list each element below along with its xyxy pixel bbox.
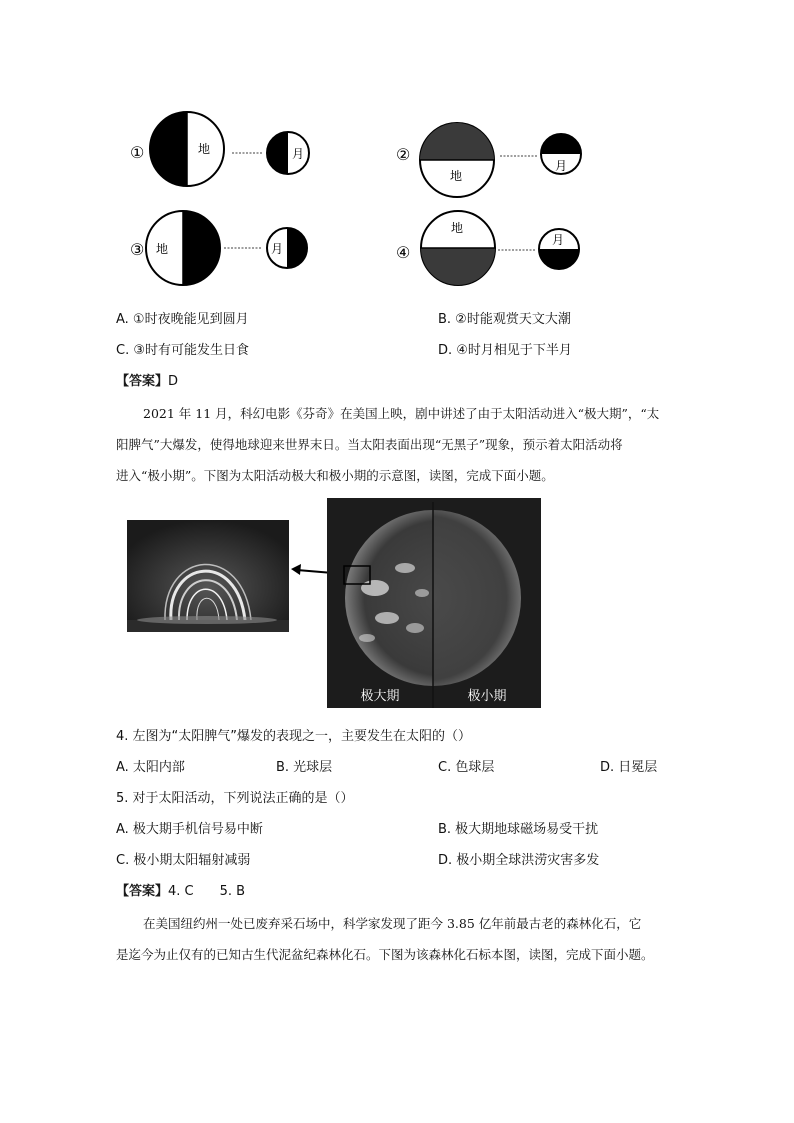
diagram-1 (126, 108, 346, 194)
moon-dark-side (541, 134, 581, 154)
earth-night-side (150, 112, 187, 186)
diagram-number: ① (130, 143, 145, 162)
answer-line-1 (116, 372, 178, 392)
passage1-line2: 阳脾气”大爆发，使得地球迎来世界末日。当太阳表面出现“无黑子”现象，预示着太阳活动将 (116, 437, 623, 452)
moon-dark-side (539, 249, 579, 269)
q5-stem: 5. 对于太阳活动，下列说法正确的是（） (116, 791, 354, 806)
diagram-number: ④ (396, 243, 411, 262)
moon-label: 月 (552, 233, 565, 247)
prominence-loops (127, 520, 289, 632)
answer-value-5: 5. B (219, 884, 246, 899)
q4-option-b: B. 光球层 (276, 760, 333, 775)
q3-option-d: D. ④时月相见于下半月 (438, 343, 572, 358)
answer-value-4: 4. C (168, 884, 194, 899)
earth-night-side (420, 123, 494, 160)
diagram-number: ③ (130, 240, 145, 259)
sun-cycle-comparison-image (327, 498, 541, 708)
earth-label: 地 (450, 169, 463, 183)
earth-moon-diagram-3 (126, 208, 346, 292)
q5-option-d: D. 极小期全球洪涝灾害多发 (438, 853, 600, 868)
q5-option-c: C. 极小期太阳辐射减弱 (116, 853, 251, 868)
moon-dark-side (287, 228, 307, 268)
solar-prominence-image (127, 520, 289, 632)
moon-label: 月 (292, 147, 305, 161)
diagram-3 (126, 208, 346, 292)
answer-tag: 【答案】 (116, 374, 169, 389)
max-period-label: 极大期 (360, 689, 400, 704)
earth-night-side (183, 211, 220, 285)
earth-label: 地 (451, 221, 464, 235)
diagram-4 (392, 208, 592, 292)
earth-label: 地 (156, 242, 169, 256)
answer-tag: 【答案】 (116, 884, 169, 899)
min-period-label: 极小期 (467, 689, 507, 704)
passage1-line1: 2021 年 11 月，科幻电影《芬奇》在美国上映，剧中讲述了由于太阳活动进入“极大期”，“太 (143, 406, 660, 421)
passage2-line2: 是迄今为止仅有的已知古生代泥盆纪森林化石。下图为该森林化石标本图，读图，完成下面小题。 (116, 947, 654, 962)
q4-option-c: C. 色球层 (438, 760, 495, 775)
earth-moon-diagram-1 (126, 108, 346, 194)
diagram-2 (392, 118, 592, 202)
q5-option-b: B. 极大期地球磁场易受干扰 (438, 822, 599, 837)
q3-option-c: C. ③时有可能发生日食 (116, 343, 249, 358)
passage2-line1: 在美国纽约州一处已废弃采石场中，科学家发现了距今 3.85 亿年前最古老的森林化石，它 (143, 916, 642, 931)
earth-moon-diagram-2 (392, 118, 592, 202)
q4-option-d: D. 日冕层 (600, 760, 658, 775)
earth-moon-diagram-4 (392, 208, 592, 292)
q4-option-a: A. 太阳内部 (116, 760, 185, 775)
earth-night-side (421, 248, 495, 285)
diagram-number: ② (396, 145, 411, 164)
moon-dark-side (267, 132, 288, 174)
q3-option-a: A. ①时夜晚能见到圆月 (116, 312, 249, 327)
answer-line-2 (116, 882, 245, 902)
answer-value: D (168, 374, 179, 389)
sun-disk (327, 498, 541, 708)
moon-label: 月 (555, 159, 568, 173)
q4-stem: 4. 左图为“太阳脾气”爆发的表现之一，主要发生在太阳的（） (116, 729, 472, 744)
passage1-line3: 进入“极小期”。下图为太阳活动极大和极小期的示意图，读图，完成下面小题。 (116, 468, 554, 483)
moon-label: 月 (271, 242, 284, 256)
q5-option-a: A. 极大期手机信号易中断 (116, 822, 263, 837)
q3-option-b: B. ②时能观赏天文大潮 (438, 312, 571, 327)
earth-label: 地 (198, 142, 211, 156)
